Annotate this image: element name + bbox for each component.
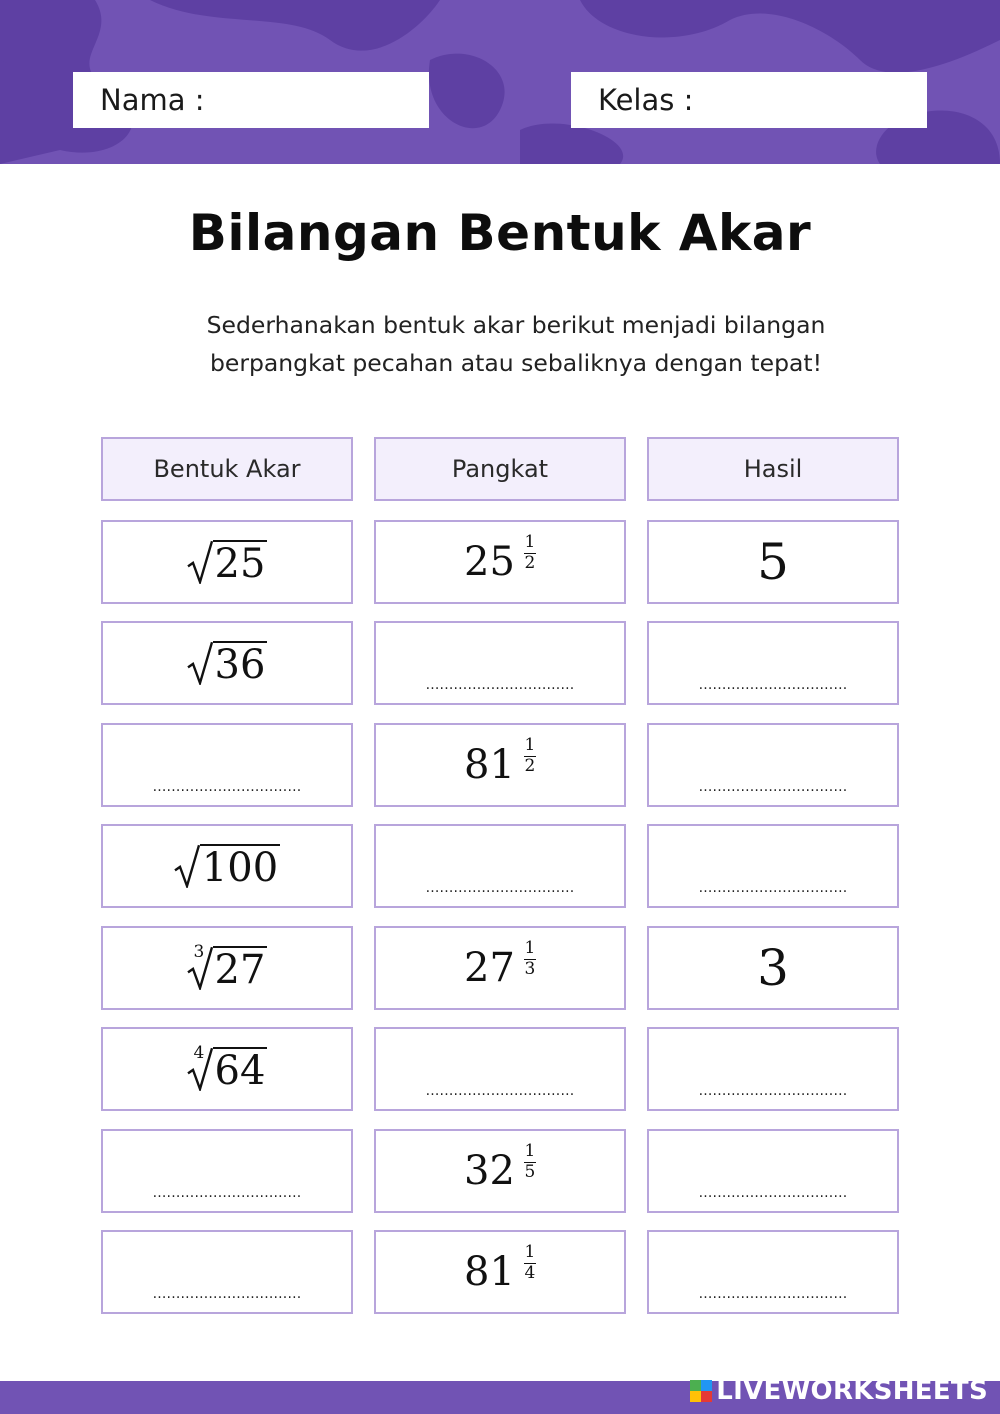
power-expression	[464, 735, 536, 788]
radicand: 27	[214, 947, 266, 993]
root-index: 4	[193, 1043, 205, 1063]
blank-line: ................................	[425, 880, 575, 896]
blank-line: ................................	[698, 880, 848, 896]
cell-root	[101, 621, 353, 705]
class-label: Kelas :	[598, 83, 694, 117]
column-header-result: Hasil	[647, 437, 899, 501]
cell-root	[101, 520, 353, 604]
answer-blank-result[interactable]	[647, 1129, 899, 1213]
exponent-numerator: 1	[524, 1242, 536, 1262]
result-value: 5	[757, 533, 789, 591]
exponent-numerator: 1	[524, 532, 536, 552]
cell-root	[101, 1027, 353, 1111]
root-expression	[187, 540, 268, 587]
radicand: 64	[214, 1048, 266, 1094]
class-field[interactable]	[571, 72, 927, 128]
root-expression	[187, 641, 268, 688]
cell-power	[374, 926, 626, 1010]
power-base: 81	[464, 742, 515, 788]
radical-sign-icon	[174, 844, 200, 888]
column-header-root: Bentuk Akar	[101, 437, 353, 501]
answer-blank-result[interactable]	[647, 824, 899, 908]
cell-power	[374, 1230, 626, 1314]
exponent-numerator: 1	[524, 735, 536, 755]
cell-power	[374, 520, 626, 604]
root-expression	[187, 942, 268, 993]
column-header-power: Pangkat	[374, 437, 626, 501]
cell-power	[374, 723, 626, 807]
blank-line: ................................	[152, 1185, 302, 1201]
power-expression	[464, 938, 536, 991]
exponent-denominator: 2	[524, 756, 536, 776]
fraction-exponent	[524, 1244, 536, 1282]
blank-line: ................................	[152, 779, 302, 795]
brand-text: LIVEWORKSHEETS	[716, 1376, 988, 1406]
exponent-numerator: 1	[524, 938, 536, 958]
instruction-text: Sederhanakan bentuk akar berikut menjadi bilangan berpangkat pecahan atau sebaliknya dengan tepat!	[206, 311, 826, 377]
radical-sign-icon	[187, 540, 213, 584]
power-base: 25	[464, 539, 515, 585]
answer-blank-result[interactable]	[647, 1027, 899, 1111]
answer-blank-result[interactable]	[647, 621, 899, 705]
cell-result	[647, 520, 899, 604]
radicand: 100	[201, 845, 279, 891]
blank-line: ................................	[152, 1286, 302, 1302]
fraction-exponent	[524, 940, 536, 978]
blank-line: ................................	[698, 1286, 848, 1302]
answer-blank-result[interactable]	[647, 723, 899, 807]
root-expression	[174, 844, 280, 891]
root-index: 3	[193, 942, 205, 962]
answer-blank-power[interactable]	[374, 621, 626, 705]
answer-blank-power[interactable]	[374, 1027, 626, 1111]
fraction-exponent	[524, 534, 536, 572]
radicand: 25	[214, 541, 266, 587]
fraction-exponent	[524, 1143, 536, 1181]
power-base: 32	[464, 1148, 515, 1194]
result-value: 3	[757, 939, 789, 997]
cell-power	[374, 1129, 626, 1213]
radicand: 36	[214, 642, 266, 688]
power-expression	[464, 1242, 536, 1295]
page-title: Bilangan Bentuk Akar	[188, 204, 812, 262]
exponent-denominator: 5	[524, 1162, 536, 1182]
exponent-denominator: 2	[524, 553, 536, 573]
answer-blank-result[interactable]	[647, 1230, 899, 1314]
power-expression	[464, 1141, 536, 1194]
blank-line: ................................	[698, 1083, 848, 1099]
blank-line: ................................	[698, 1185, 848, 1201]
blank-line: ................................	[425, 677, 575, 693]
answer-blank-root[interactable]	[101, 1129, 353, 1213]
cell-root	[101, 926, 353, 1010]
exponent-denominator: 4	[524, 1263, 536, 1283]
name-field[interactable]	[73, 72, 429, 128]
power-expression	[464, 532, 536, 585]
answer-blank-root[interactable]	[101, 723, 353, 807]
exponent-denominator: 3	[524, 959, 536, 979]
blank-line: ................................	[425, 1083, 575, 1099]
brand-logo	[690, 1376, 988, 1406]
answer-blank-root[interactable]	[101, 1230, 353, 1314]
radical-sign-icon	[187, 641, 213, 685]
name-label: Nama :	[100, 83, 205, 117]
blank-line: ................................	[698, 779, 848, 795]
fraction-exponent	[524, 737, 536, 775]
blank-line: ................................	[698, 677, 848, 693]
cell-result	[647, 926, 899, 1010]
root-expression	[187, 1043, 268, 1094]
power-base: 81	[464, 1249, 515, 1295]
power-base: 27	[464, 945, 515, 991]
answer-blank-power[interactable]	[374, 824, 626, 908]
cell-root	[101, 824, 353, 908]
exponent-numerator: 1	[524, 1141, 536, 1161]
liveworksheets-icon	[690, 1380, 712, 1402]
